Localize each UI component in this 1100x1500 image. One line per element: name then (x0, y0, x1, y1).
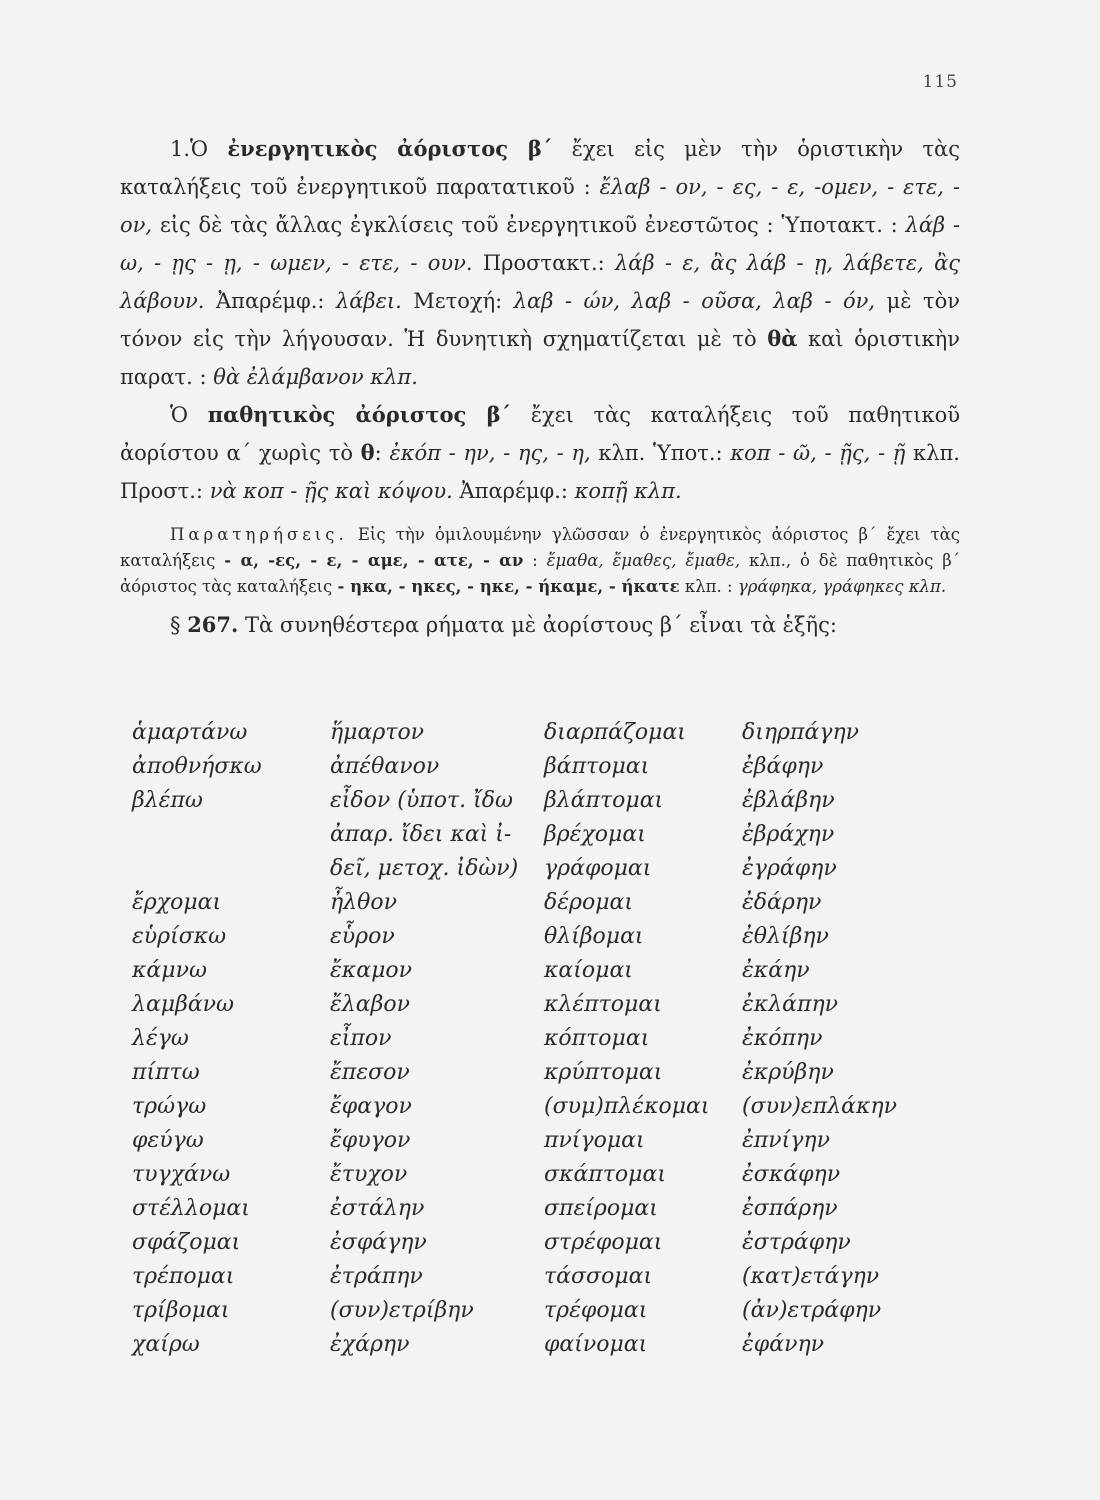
verb-list-cell: εἶπον (330, 1026, 392, 1051)
verb-list-cell: βλάπτομαι (544, 788, 664, 813)
verb-list-cell: βλέπω (132, 788, 203, 813)
verb-list-cell: ἔρχομαι (132, 890, 222, 915)
verb-list-cell: λαμβάνω (132, 992, 234, 1017)
verb-list-cell: ἐβάφην (742, 754, 824, 779)
paragraph-passive-aorist: Ὁ παθητικὸς ἀόριστος β΄ ἔχει τὰς καταλήξεις τοῦ παθητικοῦ ἀορίστου α΄ χωρὶς τὸ θ: ἐκόπ - ην, - ης, - η, κλπ. Ὑποτ.: κοπ - ῶ, - ῇς, - ῇ κλπ. Προστ.: νὰ κοπ - ῇς καὶ κόψου. Ἀπαρέμφ.: κοπῇ κλπ. (120, 402, 960, 503)
verb-list (132, 720, 962, 1366)
verb-list-cell: ἁμαρτάνω (132, 720, 248, 745)
verb-list-cell: ἀπέθανον (330, 754, 440, 779)
page-number: 115 (922, 72, 958, 92)
verb-list-cell: ἐδάρην (742, 890, 822, 915)
section-heading: § 267. Τὰ συνηθέστερα ρήματα μὲ ἀορίστους β΄ εἶναι τὰ ἑξῆς: (170, 612, 837, 637)
verb-list-cell: εἶδον (ὑποτ. ἴδω (330, 788, 513, 813)
paragraph-active-aorist: 1.Ὁ ἐνεργητικὸς ἀόριστος β΄ ἔχει εἰς μὲν τὴν ὁριστικὴν τὰς καταλήξεις τοῦ ἐνεργητικοῦ παρατατικοῦ : ἔλαβ - ον, - ες, - ε, -ομεν, - ετε, - ον, εἰς δὲ τὰς ἄλλας ἐγκλίσεις τοῦ ἐνεργητικοῦ ἐνεστῶτος : Ὑποτακτ. : λάβ - ω, - ῃς - ῃ, - ωμεν, - ετε, - ουν. Προστακτ.: λάβ - ε, ἂς λάβ - ῃ, λάβετε, ἂς λάβουν. Ἀπαρέμφ.: λάβει. Μετοχή: λαβ - ών, λαβ - οῦσα, λαβ - όν, μὲ τὸν τόνον εἰς τὴν λήγουσαν. Ἡ δυνητικὴ σχηματίζεται μὲ τὸ θὰ καὶ ὁριστικὴν παρατ. : θὰ ἐλάμβανον κλπ. (120, 136, 961, 389)
verb-list-cell: χαίρω (132, 1332, 200, 1357)
verb-list-cell: (συν)ετρίβην (330, 1298, 474, 1323)
verb-list-cell: ἐσκάφην (742, 1162, 841, 1187)
verb-list-cell: ἔτυχον (330, 1162, 408, 1187)
verb-list-cell: τρέπομαι (132, 1264, 235, 1289)
verb-list-cell: σφάζομαι (132, 1230, 241, 1255)
verb-list-cell: ἥμαρτον (330, 720, 425, 745)
verb-list-cell: κόπτομαι (544, 1026, 650, 1051)
verb-list-cell: ἔκαμον (330, 958, 413, 983)
verb-list-cell: κρύπτομαι (544, 1060, 663, 1085)
verb-list-cell: θλίβομαι (544, 924, 644, 949)
verb-list-cell (132, 856, 330, 890)
verb-list-cell: διηρπάγην (742, 720, 860, 745)
verb-list-cell: ἐβράχην (742, 822, 835, 847)
verb-list-cell: σκάπτομαι (544, 1162, 666, 1187)
verb-list-cell: ἔλαβον (330, 992, 410, 1017)
verb-list-cell: τυγχάνω (132, 1162, 231, 1187)
verb-list-cell: ἀποθνήσκω (132, 754, 262, 779)
verb-list-cell: τρέφομαι (544, 1298, 648, 1323)
verb-list-cell: πίπτω (132, 1060, 200, 1085)
verb-list-cell: ἔφαγον (330, 1094, 412, 1119)
verb-list-cell: γράφομαι (544, 856, 652, 881)
verb-list-cell: λέγω (132, 1026, 189, 1051)
verb-list-cell: δέρομαι (544, 890, 634, 915)
verb-list-cell: κλέπτομαι (544, 992, 662, 1017)
verb-list-cell: κάμνω (132, 958, 207, 983)
verb-list-cell: ἐσπάρην (742, 1196, 838, 1221)
verb-list-cell: εὗρον (330, 924, 395, 949)
verb-list-cell: φαίνομαι (544, 1332, 648, 1357)
verb-list-cell: καίομαι (544, 958, 633, 983)
verb-list-cell: ἐτράπην (330, 1264, 423, 1289)
remarks-note: Παρατηρήσεις. Εἰς τὴν ὁμιλουμένην γλῶσσαν ὁ ἐνεργητικὸς ἀόριστος β΄ ἔχει τὰς καταλήξεις - α, -ες, - ε, - αμε, - ατε, - αν : ἔμαθα, ἔμαθες, ἔμαθε, κλπ., ὁ δὲ παθητικὸς β΄ ἀόριστος τὰς καταλήξεις - ηκα, - ηκες, - ηκε, - ήκαμε, - ήκατε κλπ. : γράφηκα, γράφηκες κλπ. (120, 525, 960, 596)
verb-list-cell: ἐκόπην (742, 1026, 823, 1051)
verb-list-cell: ἔπεσον (330, 1060, 410, 1085)
verb-list-cell: (συμ)πλέκομαι (544, 1094, 710, 1119)
verb-list-cell: ἐφάνην (742, 1332, 824, 1357)
verb-list-cell: ἐστράφην (742, 1230, 851, 1255)
verb-list-cell: πνίγομαι (544, 1128, 645, 1153)
verb-list-cell: ἀπαρ. ἴδει καὶ ἰ- (330, 822, 512, 847)
verb-list-cell: τρίβομαι (132, 1298, 230, 1323)
verb-list-cell: στρέφομαι (544, 1230, 663, 1255)
verb-list-cell: ἐσφάγην (330, 1230, 427, 1255)
verb-list-cell: (ἀν)ετράφην (742, 1298, 882, 1323)
verb-list-cell: ἐθλίβην (742, 924, 829, 949)
verb-list-cell: τρώγω (132, 1094, 207, 1119)
verb-list-cell: τάσσομαι (544, 1264, 653, 1289)
verb-list-cell (132, 822, 330, 856)
verb-list-cell: σπείρομαι (544, 1196, 658, 1221)
verb-list-cell: ἐκρύβην (742, 1060, 834, 1085)
verb-list-cell: ἐγράφην (742, 856, 837, 881)
verb-list-cell: ἐκλάπην (742, 992, 839, 1017)
verb-list-cell: (κατ)ετάγην (742, 1264, 880, 1289)
verb-list-cell: ἐχάρην (330, 1332, 410, 1357)
verb-list-cell: ἐστάλην (330, 1196, 425, 1221)
verb-list-cell: ἦλθον (330, 890, 397, 915)
verb-list-cell: φεύγω (132, 1128, 204, 1153)
page-body (120, 130, 960, 644)
verb-list-cell: ἔφυγον (330, 1128, 411, 1153)
verb-list-cell: (συν)επλάκην (742, 1094, 897, 1119)
verb-list-cell: ἐβλάβην (742, 788, 835, 813)
verb-list-cell: δεῖ, μετοχ. ἰδὼν) (330, 856, 519, 881)
verb-list-cell: βρέχομαι (544, 822, 646, 847)
verb-list-cell: βάπτομαι (544, 754, 650, 779)
verb-list-cell: ἐπνίγην (742, 1128, 830, 1153)
verb-list-cell: ἐκάην (742, 958, 810, 983)
verb-list-cell: εὑρίσκω (132, 924, 227, 949)
verb-list-cell: διαρπάζομαι (544, 720, 686, 745)
verb-list-cell: στέλλομαι (132, 1196, 250, 1221)
